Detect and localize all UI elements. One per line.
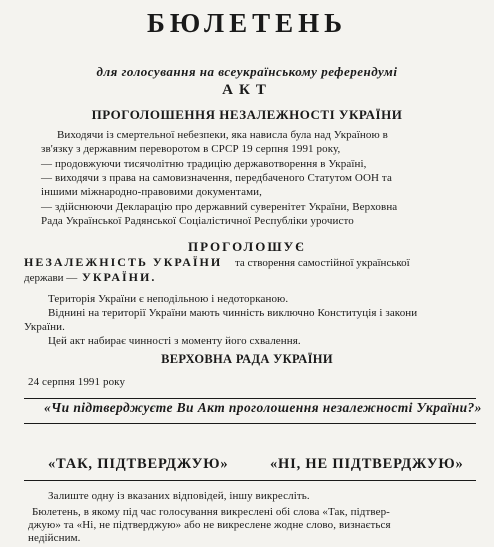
- proclaims-heading: ПРОГОЛОШУЄ: [188, 239, 306, 254]
- ballot-title: БЮЛЕТЕНЬ: [147, 8, 347, 38]
- act-date: 24 серпня 1991 року: [28, 376, 126, 388]
- preamble-line: — продовжуючи тисячолітню традицію державотворення в Україні,: [41, 158, 367, 170]
- referendum-question: «Чи підтверджуєте Ви Акт проголошення незалежності України?»: [44, 400, 482, 415]
- option-no[interactable]: «НІ, НЕ ПІДТВЕРДЖУЮ»: [270, 456, 464, 472]
- state-name: УКРАЇНИ.: [82, 270, 157, 284]
- question-bottom-rule: [24, 423, 476, 424]
- preamble-line: — здійснюючи Декларацію про державний суверенітет України, Верховна: [41, 201, 398, 213]
- provision-line: Територія України є неподільною і недоторканою.: [48, 293, 289, 305]
- ballot-subtitle: для голосування на всеукраїнському референдумі: [96, 64, 398, 79]
- option-yes[interactable]: «ТАК, ПІДТВЕРДЖУЮ»: [48, 456, 229, 472]
- provision-line: Віднині на території України мають чинність виключно Конституція і закони: [48, 307, 418, 319]
- instruction-line: недійсним.: [28, 532, 81, 544]
- instruction-line: джую» та «Ні, не підтверджую» або не викреслене жодне слово, визнається: [28, 519, 391, 531]
- state-prefix: держави —: [24, 272, 78, 284]
- provision-line: Цей акт набирає чинності з моменту його схвалення.: [48, 335, 301, 347]
- instruction-line: Бюлетень, в якому під час голосування викреслені обі слова «Так, підтвер-: [32, 506, 390, 518]
- signatory: ВЕРХОВНА РАДА УКРАЇНИ: [161, 352, 333, 366]
- independence-line: [24, 255, 410, 270]
- act-heading: АКТ: [222, 82, 272, 98]
- preamble-line: зв'язку з державним переворотом в СРСР 19 серпня 1991 року,: [41, 143, 341, 155]
- act-subheading: ПРОГОЛОШЕННЯ НЕЗАЛЕЖНОСТІ УКРАЇНИ: [91, 107, 403, 122]
- options-bottom-rule: [24, 480, 476, 481]
- preamble-line: іншими міжнародно-правовими документами,: [41, 186, 262, 198]
- provision-line: України.: [24, 321, 65, 333]
- preamble-line: Виходячи із смертельної небезпеки, яка нависла була над Україною в: [57, 129, 388, 141]
- state-line: [24, 270, 156, 285]
- independence-strong: НЕЗАЛЕЖНІСТЬ УКРАЇНИ: [24, 255, 223, 269]
- instruction-line: Залиште одну із вказаних відповідей, іншу викресліть.: [48, 490, 310, 502]
- preamble-line: — виходячи з права на самовизначення, передбаченого Статутом ООН та: [41, 172, 392, 184]
- question-top-rule: [24, 398, 476, 399]
- independence-rest: та створення самостійної української: [234, 257, 410, 269]
- preamble-line: Рада Української Радянської Соціалістичної Республіки урочисто: [41, 215, 354, 227]
